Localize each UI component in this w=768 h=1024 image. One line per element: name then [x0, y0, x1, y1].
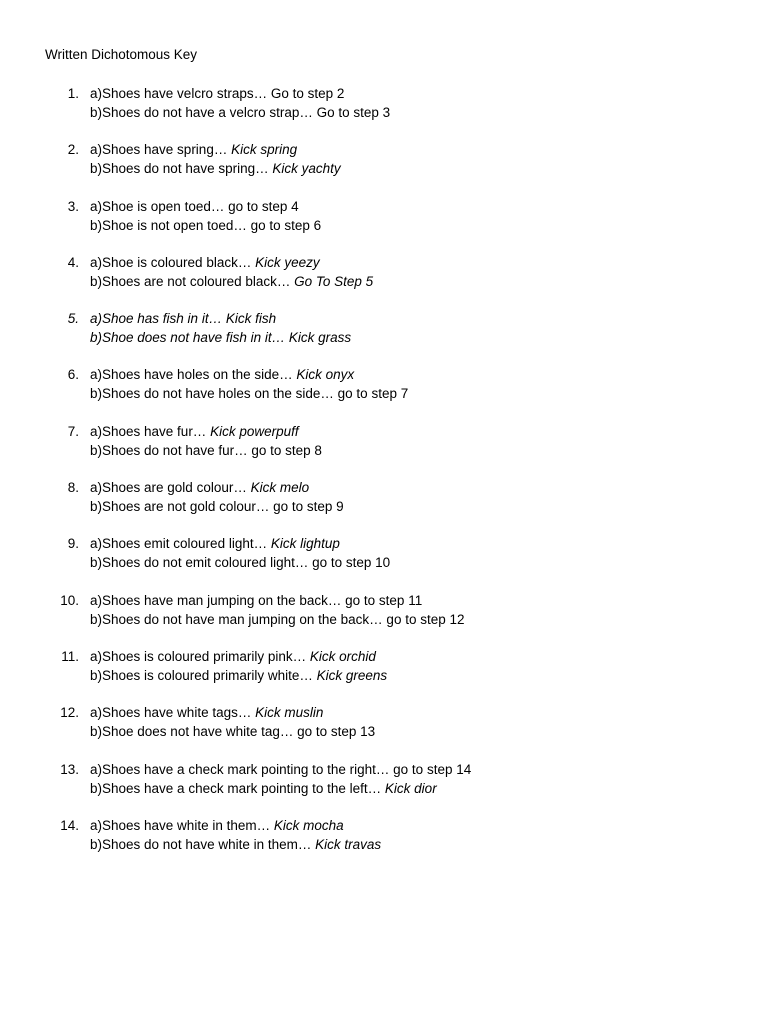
option-a-result: Kick spring: [231, 142, 298, 158]
option-b: [90, 103, 390, 122]
option-a-result: Kick onyx: [296, 367, 355, 383]
option-b-text: b)Shoes do not have fur… go to step 8: [90, 442, 322, 458]
key-step-12: [0, 703, 768, 759]
option-b-text: b)Shoes have a check mark pointing to the left…: [90, 780, 385, 796]
key-step-9: [0, 534, 768, 590]
option-a-result: Kick mocha: [273, 817, 344, 833]
option-a-text: a)Shoes is coloured primarily pink…: [90, 648, 310, 664]
option-b: [90, 610, 465, 629]
option-b: [90, 328, 351, 347]
option-b: [90, 441, 322, 460]
key-step-8: [0, 478, 768, 534]
step-number: 13.: [60, 761, 79, 777]
option-b-text: b)Shoe is not open toed… go to step 6: [90, 217, 322, 233]
option-a-text: a)Shoes have white tags…: [90, 705, 256, 721]
option-a: [90, 760, 471, 779]
option-a-text: a)Shoes have a check mark pointing to the right… go to step 14: [90, 761, 472, 777]
option-b-text: b)Shoes are not coloured black…: [90, 273, 295, 289]
option-a-text: a)Shoe has fish in it… Kick fish: [90, 311, 277, 327]
option-b-text: b)Shoes do not have a velcro strap… Go to step 3: [90, 105, 391, 120]
document-title: Written Dichotomous Key: [45, 47, 198, 62]
option-b-text: b)Shoe does not have white tag… go to step 13: [90, 724, 376, 740]
option-b-result: Kick yachty: [272, 161, 341, 177]
option-a: [90, 365, 354, 384]
option-a-text: a)Shoes emit coloured light…: [90, 536, 271, 552]
option-a: [90, 703, 323, 722]
option-a: [90, 534, 340, 553]
option-b-text: b)Shoes are not gold colour… go to step 9: [90, 499, 344, 515]
option-a: [90, 309, 276, 328]
step-number: 4.: [67, 254, 79, 270]
option-b: [90, 497, 344, 516]
option-b-text: b)Shoes is coloured primarily white…: [90, 667, 317, 683]
step-number: 12.: [60, 705, 79, 721]
step-number: 5.: [67, 311, 79, 327]
step-number: 3.: [67, 198, 79, 214]
option-a: [90, 422, 299, 441]
option-a-result: Kick orchid: [309, 648, 376, 664]
option-a: [90, 591, 422, 610]
option-a: [90, 647, 376, 666]
option-a-text: a)Shoe is coloured black…: [90, 254, 256, 270]
option-a-result: Kick yeezy: [255, 254, 320, 270]
key-step-6: [0, 365, 768, 421]
option-a: [90, 478, 309, 497]
key-step-4: [0, 253, 768, 309]
key-step-5: [0, 309, 768, 365]
option-b: [90, 216, 321, 235]
option-b-text: b)Shoes do not emit coloured light… go to step 10: [90, 555, 391, 571]
option-b-text: b)Shoes do not have spring…: [90, 161, 273, 177]
option-b: [90, 835, 381, 854]
option-a-text: a)Shoes are gold colour…: [90, 480, 251, 496]
option-b-result: Go To Step 5: [294, 273, 374, 289]
option-b: [90, 553, 390, 572]
key-steps-list: [0, 84, 768, 872]
key-step-2: [0, 140, 768, 196]
option-b: [90, 384, 408, 403]
option-b-result: Kick dior: [384, 780, 437, 796]
option-a-text: a)Shoes have white in them…: [90, 817, 274, 833]
option-b-text: b)Shoes do not have man jumping on the back… go to step 12: [90, 611, 465, 627]
option-b-result: Kick greens: [316, 667, 388, 683]
option-b-result: Kick travas: [315, 836, 382, 852]
option-a-text: a)Shoe is open toed… go to step 4: [90, 198, 299, 214]
option-a-result: Kick lightup: [270, 536, 340, 552]
option-a: [90, 253, 320, 272]
option-b: [90, 159, 341, 178]
step-number: 10.: [60, 592, 79, 608]
option-a-text: a)Shoes have man jumping on the back… go to step 11: [90, 592, 423, 608]
option-a-text: a)Shoes have holes on the side…: [90, 367, 297, 383]
option-b: [90, 722, 375, 741]
option-a-text: a)Shoes have fur…: [90, 423, 211, 439]
option-b: [90, 779, 437, 798]
option-a: [90, 816, 344, 835]
option-a-text: a)Shoes have velcro straps… Go to step 2: [90, 86, 345, 101]
option-b-text: b)Shoe does not have fish in it… Kick grass: [90, 330, 352, 346]
key-step-10: [0, 591, 768, 647]
key-step-13: [0, 760, 768, 816]
option-b: [90, 666, 387, 685]
step-number: 11.: [61, 648, 79, 664]
key-step-14: [0, 816, 768, 872]
option-a-text: a)Shoes have spring…: [90, 142, 232, 158]
option-a-result: Kick melo: [250, 480, 310, 496]
step-number: 6.: [67, 367, 79, 383]
option-b-text: b)Shoes do not have white in them…: [90, 836, 316, 852]
step-number: 7.: [67, 423, 79, 439]
option-a: [90, 197, 299, 216]
option-a-result: Kick powerpuff: [210, 423, 299, 439]
step-number: 9.: [67, 536, 79, 552]
step-number: 1.: [67, 86, 79, 101]
option-a: [90, 140, 297, 159]
key-step-7: [0, 422, 768, 478]
key-step-11: [0, 647, 768, 703]
option-b-text: b)Shoes do not have holes on the side… go to step 7: [90, 386, 409, 402]
option-a-result: Kick muslin: [255, 705, 324, 721]
step-number: 14.: [60, 817, 79, 833]
step-number: 8.: [67, 480, 79, 496]
option-b: [90, 272, 373, 291]
step-number: 2.: [67, 142, 79, 158]
key-step-1: [0, 84, 768, 140]
option-a: [90, 84, 344, 103]
key-step-3: [0, 197, 768, 253]
